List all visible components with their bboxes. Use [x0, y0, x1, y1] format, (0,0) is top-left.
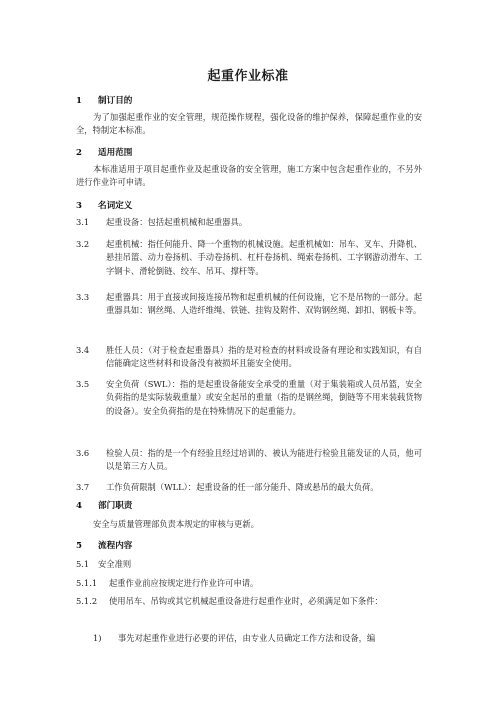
section-number: 4 — [76, 501, 82, 511]
section-1-paragraph: 为了加强起重作业的安全管理，规范操作规程，强化设备的维护保养，保障起重作业的安全，特制定本标准。 — [76, 112, 422, 136]
definition-item — [76, 447, 422, 474]
section-number: 1 — [76, 96, 82, 106]
item-text: 使用吊车、吊钩或其它机械起重设备进行起重作业时，必须满足如下条件： — [109, 596, 383, 606]
section-heading-2 — [76, 147, 132, 161]
item-text: 起重机械：指任何能升、降一个重物的机械设施。起重机械如：吊车、叉车、升降机、悬挂吊篮、动力卷扬机、手动卷扬机、杠杆卷扬机、绳索卷扬机、工字钢游动滑车、工字钢卡、滑轮倒链、绞车、吊耳、撑杆等。 — [106, 239, 422, 276]
item-text: 检验人员：指的是一个有经验且经过培训的、被认为能进行检验且能发证的人员，他可以是第三方人员。 — [106, 448, 422, 472]
item-number: 5.1 — [76, 559, 90, 569]
section-4-paragraph: 安全与质量管理部负责本规定的审核与更新。 — [93, 519, 259, 529]
section-heading-3 — [76, 200, 132, 214]
definition-item — [76, 216, 422, 229]
item-number: 3.3 — [76, 292, 90, 302]
section-title: 名词定义 — [98, 201, 133, 211]
item-text: 事先对起重作业进行必要的评估，由专业人员确定工作方法和设备，编 — [118, 633, 376, 643]
item-number: 3.7 — [76, 482, 90, 492]
item-text: 安全负荷（SWL）：指的是起重设备能安全承受的重量（对于集装箱或人员吊篮，安全负荷指的是实际装载重量）或安全起吊的重量（指的是钢丝绳，倒链等不用来装载货物的设备）。安全负荷指的是在特殊情况下的起重能力。 — [106, 379, 422, 416]
item-text: 工作负荷限制（WLL）：起重设备的任一部分能升、降或悬吊的最大负荷。 — [106, 482, 379, 492]
item-number: 3.4 — [76, 345, 90, 355]
item-number: 3.6 — [76, 448, 90, 458]
procedure-item — [76, 632, 422, 645]
section-number: 3 — [76, 201, 82, 211]
item-text: 安全准则 — [98, 559, 132, 569]
item-number: 5.1.2 — [76, 596, 98, 606]
section-heading-5 — [76, 540, 132, 554]
procedure-item — [76, 558, 422, 571]
item-text: 起重作业前应按规定进行作业许可申请。 — [109, 578, 259, 588]
section-title: 适用范围 — [98, 148, 133, 158]
definition-item — [76, 481, 422, 494]
section-title: 部门职责 — [98, 501, 133, 511]
definition-item — [76, 238, 422, 278]
item-number: 5.1.1 — [76, 578, 98, 588]
item-number: 1) — [93, 633, 102, 643]
procedure-item — [76, 577, 422, 590]
section-title: 制订目的 — [98, 96, 133, 106]
section-heading-4 — [76, 500, 132, 514]
item-text: 起重器具：用于直接或间接连接吊物和起重机械的任何设施，它不是吊物的一部分。起重器具如：钢丝绳、人造纤维绳、铁链、挂钩及附件、双钩钢丝绳、卸扣、钢板卡等。 — [106, 292, 422, 316]
item-text: 胜任人员：（对于检查起重器具）指的是对检查的材料或设备有理论和实践知识，有自信能确定这些材料和设备没有被损坏且能安全使用。 — [106, 345, 422, 369]
section-2-paragraph: 本标准适用于项目起重作业及起重设备的安全管理，施工方案中包含起重作业的，不另外进行作业许可申请。 — [76, 164, 422, 188]
section-title: 流程内容 — [98, 541, 133, 551]
document-title: 起重作业标准 — [207, 69, 289, 84]
definition-item — [76, 378, 422, 418]
procedure-item — [76, 595, 422, 608]
item-number: 3.5 — [76, 379, 90, 389]
definition-item — [76, 291, 422, 318]
item-number: 3.1 — [76, 217, 90, 227]
item-text: 起重设备：包括起重机械和起重器具。 — [106, 217, 248, 227]
section-number: 5 — [76, 541, 82, 551]
item-number: 3.2 — [76, 239, 90, 249]
section-heading-1 — [76, 95, 132, 109]
definition-item — [76, 344, 422, 371]
section-number: 2 — [76, 148, 82, 158]
